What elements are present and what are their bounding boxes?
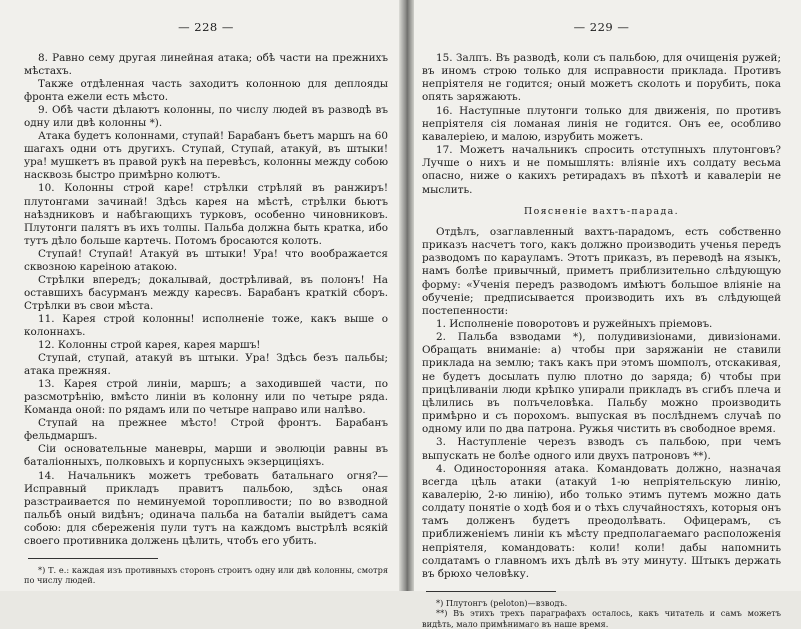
paragraph: 10. Колонны строй каре! стрѣлки стрѣляй въ ранжиръ! плутонгами зачинай! Здѣсь карея на мѣстѣ, стрѣлки бьютъ наѣздниковъ и набѣгающихъ турковъ, особенно чиновниковъ. Плутонги палятъ въ ихъ толпы. Пальба должна быть кратка, ибо тутъ дѣло больше картечь. Потомъ бросаются колоть.: [24, 182, 388, 247]
paragraph: Ступай! Ступай! Атакуй въ штыки! Ура! что воображается сквозною кареiною атакою.: [24, 247, 388, 273]
paragraph: 13. Карея строй линiи, маршъ; а заходившей части, по разсмотрѣнiю, вмѣсто линiи въ колонну или по четыре ряда. Команда оной: по рядамъ или по четыре направо или налѣво.: [24, 378, 388, 417]
paragraph: Стрѣлки впередъ; докалывай, дострѣливай, въ полонъ! На оставшихъ басурманъ между каресвъ. Барабанъ краткiй сборъ. Стрѣлки въ свои мѣста.: [24, 273, 388, 312]
paragraph: Ступай, ступай, атакуй въ штыки. Ура! Здѣсь безъ пальбы; атака прежняя.: [24, 352, 388, 378]
section-heading: Поясненiе вахтъ-парада.: [524, 205, 679, 217]
paragraph: 16. Наступные плутонги только для движенiя, по противъ непрiятеля сiя ломаная линiя не годится. Онъ ее, особливо кавалерiею, и малою, изрубить можетъ.: [422, 104, 781, 143]
paragraph: Сiи основательные маневры, марши и эволюцiи равны въ баталiонныхъ, полковыхъ и корпусныхъ экзерцицiяхъ.: [24, 443, 388, 469]
footnote-divider: [426, 591, 556, 592]
right-page: [414, 0, 801, 629]
paragraph: 17. Можетъ начальникъ спросить отступныхъ плутонговъ? Лучше о нихъ и не помышлять: влiянiе ихъ солдату весьма опасно, ниже о какихъ ретирадахъ въ пѣхотѣ и кавалерiи не мыслить.: [422, 144, 781, 196]
page-number-left: — 228 —: [178, 20, 234, 34]
paragraph: 11. Карея строй колонны! исполненiе тоже, какъ выше о колоннахъ.: [24, 312, 388, 338]
right-page-body: [422, 52, 781, 581]
paragraph: 9. Обѣ части дѣлаютъ колонны, по числу людей въ разводѣ въ одну или двѣ колонны *).: [24, 104, 388, 130]
paragraph: Атака будетъ колоннами, ступай! Барабанъ бьетъ маршъ на 60 шагахъ одни отъ другихъ. Ступай, Ступай, атакуй, въ штыки! ура! мушкетъ въ правой рукѣ на перевѣсъ, колонны между собою насквозь быстро примѣрно колютъ.: [24, 130, 388, 182]
paragraph: Отдѣлъ, озаглавленный вахтъ-парадомъ, есть собственно приказъ насчетъ того, какъ должно производить ученья передъ разводомъ по карауламъ. Этотъ приказъ, въ переводѣ на языкъ, намъ болѣе привычный, приметъ приблизительно слѣдующую форму: «Ученiя передъ разводомъ имѣютъ большое влiянiе на обученiе; предписывается производить ихъ въ слѣдующей постепенности:: [422, 225, 781, 317]
paragraph: 1. Исполненiе поворотовъ и ружейныхъ прiемовъ.: [436, 317, 713, 330]
paragraph: 12. Колонны строй карея, карея маршъ!: [38, 339, 261, 352]
left-page-body: [24, 52, 388, 548]
paragraph: 15. Залпъ. Въ разводѣ, коли съ пальбою, для очищенiя ружей; въ иномъ строю только для исправности приклада. Противъ непрiятеля не годится; оный можетъ сколоть и порубить, пока опять заряжають.: [422, 52, 781, 104]
book-gutter: [399, 0, 414, 591]
paragraph: 14. Начальникъ можетъ требовать батальнаго огня?—Исправный прикладъ правитъ пальбою, здѣсь оная разстраивается по неминуемой торопливости; по во взводной пальбѣ оный видѣнъ; одинача пальба на баталiи выйдетъ сама собою: для сбереженiя пули тутъ на каждомъ выстрѣлѣ всякiй своего противника должень цѣлить, чтобъ его убить.: [24, 469, 388, 547]
footnote: *) Плутонгъ (peloton)—взводъ.: [436, 598, 568, 609]
paragraph: Также отдѣленная часть заходитъ колонною для деплояды фронта ежели есть мѣсто.: [24, 78, 388, 104]
paragraph: 2. Пальба взводами *), полудивизiонами, дивизiонами. Обращать вниманiе: а) чтобы при заряжанiи не ставили приклада на землю; такъ какъ при этомъ шомполъ, отскакивая, не будетъ досылать пулю плотно до заряда; б) чтобы при прицѣливанiи люди крѣпко упирали прикладъ въ сгибъ плеча и цѣлились въ полъчеловѣка. Пальбу можно производить примѣрно и съ порохомъ. выпуская въ послѣднемъ случаѣ по одному или по два патрона. Ружья чистить въ свободное время.: [422, 331, 781, 436]
paragraph: 3. Наступленiе черезъ взводъ съ пальбою, при чемъ выпускать не болѣе одного или двухъ патроновъ **).: [422, 436, 781, 462]
left-page: [0, 0, 400, 591]
page-number-right: — 229 —: [573, 20, 630, 34]
paragraph: Ступай на прежнее мѣсто! Строй фронтъ. Барабанъ фельдмаршъ.: [24, 417, 388, 443]
footnote: **) Въ этихъ трехъ параграфахъ осталось, какъ читатель и самъ можетъ видѣть, мало примѣнимаго въ наше время.: [422, 608, 781, 629]
footnote-divider: [28, 558, 158, 559]
paragraph: 8. Равно сему другая линейная атака; обѣ части на прежнихъ мѣстахъ.: [24, 52, 388, 78]
footnote: *) Т. е.: каждая изъ противныхъ сторонъ строитъ одну или двѣ колонны, смотря по числу людей.: [24, 564, 388, 585]
footnotes-right: [422, 598, 781, 629]
paragraph: 4. Одиносторонняя атака. Командовать должно, назначая всегда цѣль атаки (атакуй 1-ю непрiятельскую линiю, кавалерiю, 2-ю линiю), ибо только этимъ путемъ можно дать солдату понятiе о ходѣ боя и о тѣхъ случайностяхъ, которыя онъ тамъ долженъ будетъ преодолѣвать. Офицерамъ, съ приближенiемъ линiи къ мѣсту предполагаемаго расположенiя непрiятеля, командовать: коли! коли! дабы напомнить солдатамъ о главномъ ихъ дѣлѣ въ эту минуту. Штыкъ держать въ брюхо человѣку.: [422, 462, 781, 580]
footnotes-left: [24, 565, 388, 585]
